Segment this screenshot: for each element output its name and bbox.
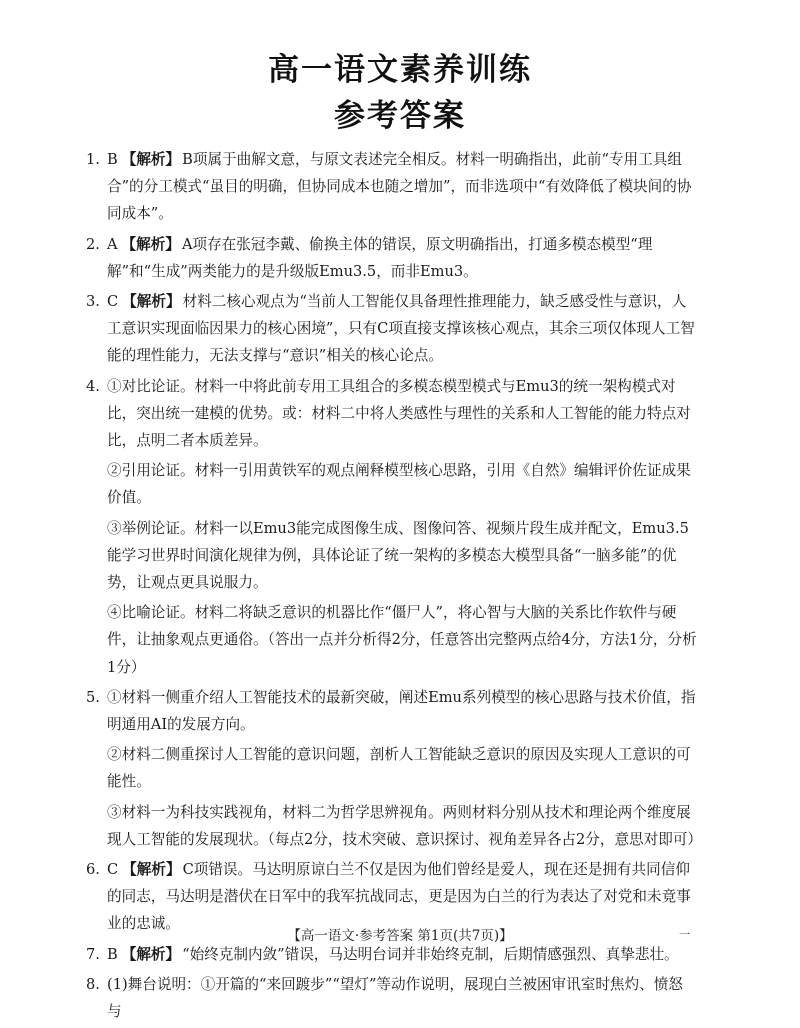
item-answer: C	[107, 293, 119, 311]
item-number: 7.	[86, 945, 100, 963]
item-paragraph: ②引用论证。材料一引用黄铁军的观点阐释模型核心思路，引用《自然》编辑评价佐证成果价值。	[107, 462, 691, 507]
analysis-tag: 【解析】	[122, 861, 181, 879]
item-number: 4.	[86, 377, 100, 395]
page-title: 高一语文素养训练	[268, 52, 532, 88]
item-paragraph: ①材料一侧重介绍人工智能技术的最新突破，阐述Emu系列模型的核心思路与技术价值，指明通用AI的发展方向。	[107, 688, 696, 734]
item-paragraph: ③举例论证。材料一以Emu3能完成图像生成、图像问答、视频片段生成并配文，Emu3.5能学习世界时间演化规律为例，具体论证了统一架构的多模态大模型具备“一脑多能”的优势，让观点更具说服力。	[107, 519, 689, 592]
answer-item-1	[86, 146, 697, 228]
analysis-tag: 【解析】	[122, 293, 181, 311]
answer-item-4	[86, 373, 697, 681]
item-paragraph: ②材料二侧重探讨人工智能的意识问题，剖析人工智能缺乏意识的原因及实现人工意识的可能性。	[107, 746, 691, 791]
answer-item-2	[86, 231, 697, 285]
item-number: 6.	[86, 861, 100, 879]
analysis-tag: 【解析】	[121, 945, 181, 963]
item-number: 2.	[86, 235, 100, 253]
page-footer: 【高一语文·参考答案 第1页(共7页)】	[287, 928, 513, 944]
item-answer: A	[107, 235, 118, 253]
item-text: (1)舞台说明：①开篇的“来回踱步”“望灯”等动作说明，展现白兰被困审讯室时焦灼、愤怒与	[107, 975, 683, 1021]
answer-list	[86, 146, 703, 1028]
analysis-tag: 【解析】	[121, 151, 181, 168]
item-text: A项存在张冠李戴、偷换主体的错误，原文明确指出，打通多模态模型“理解”和“生成”两类能力的是升级版Emu3.5，而非Emu3。	[107, 235, 653, 280]
item-number: 8.	[86, 975, 100, 993]
item-answer: B	[107, 945, 118, 963]
item-number: 3.	[86, 293, 100, 311]
item-answer: B	[107, 151, 118, 168]
page-subtitle: 参考答案	[334, 98, 466, 134]
corner-mark: 一	[679, 928, 690, 941]
item-answer: C	[107, 861, 119, 879]
analysis-tag: 【解析】	[121, 235, 180, 253]
answer-item-5	[86, 684, 703, 853]
answer-item-8	[86, 971, 697, 1025]
item-paragraph: ④比喻论证。材料二将缺乏意识的机器比作“僵尸人”，将心智与大脑的关系比作软件与硬件，让抽象观点更通俗。（答出一点并分析得2分，任意答出完整两点给4分，方法1分，分析1分）	[107, 604, 697, 676]
item-text: B项属于曲解文意，与原文表述完全相反。材料一明确指出，此前“专用工具组合”的分工模式“虽目的明确，但协同成本也随之增加”，而非选项中“有效降低了模块间的协同成本”。	[107, 151, 692, 223]
item-paragraph: ①对比论证。材料一中将此前专用工具组合的多模态模型模式与Emu3的统一架构模式对比，突出统一建模的优势。或：材料二中将人类感性与理性的关系和人工智能的能力特点对比，点明二者本质差异。	[107, 377, 691, 450]
answer-item-7	[86, 941, 697, 968]
item-text: “始终克制内敛”错误，马达明台词并非始终克制，后期情感强烈、真挚悲壮。	[182, 945, 679, 963]
item-text: 材料二核心观点为“当前人工智能仅具备理性推理能力，缺乏感受性与意识，人工意识实现面临因果力的核心困境”，只有C项直接支撑该核心观点，其余三项仅体现人工智能的理性能力，无法支撑与“意识”相关的核心论点。	[107, 293, 695, 365]
item-number: 1.	[86, 151, 100, 168]
item-text: C项错误。马达明原谅白兰不仅是因为他们曾经是爱人，现在还是拥有共同信仰的同志，马达明是潜伏在日军中的我军抗战同志，更是因为白兰的行为表达了对党和未竟事业的忠诚。	[107, 861, 691, 933]
answer-item-3	[86, 288, 697, 370]
item-number: 5.	[86, 688, 100, 706]
item-paragraph: ③材料一为科技实践视角，材料二为哲学思辨视角。两则材料分别从技术和理论两个维度展现人工智能的发展现状。（每点2分，技术突破、意识探讨、视角差异各占2分，意思对即可）	[107, 803, 703, 848]
